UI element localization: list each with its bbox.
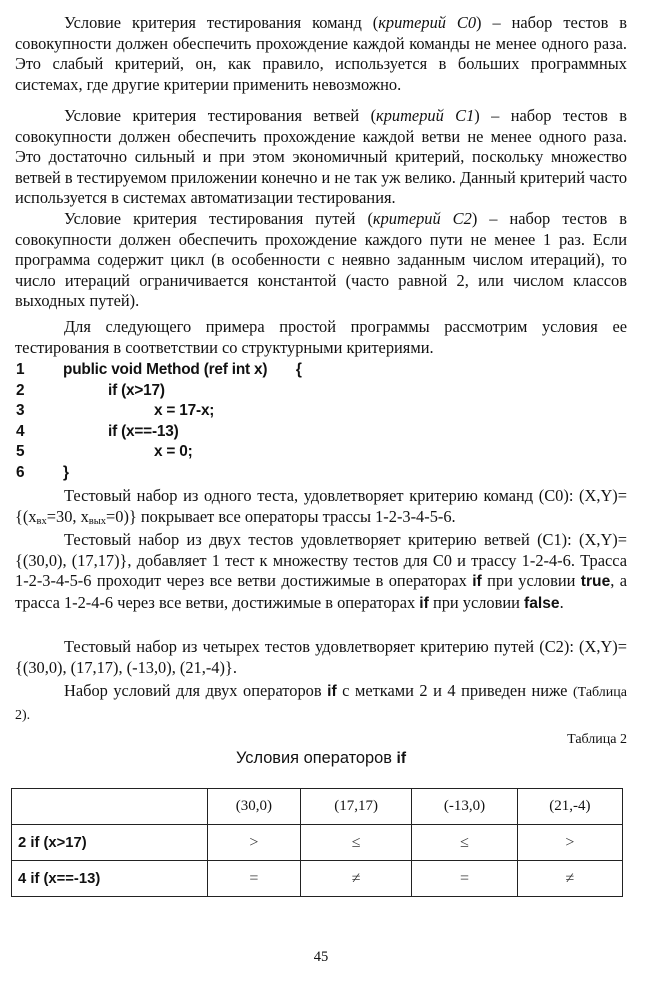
code-listing	[15, 360, 627, 484]
table-cell: ≠	[300, 861, 412, 897]
paragraph-criterion-c2: Условие критерия тестирования путей (критерий С2) – набор тестов в совокупности должен обеспечить прохождение каждого пути не менее 1 раз. Если программа содержит цикл (в особенности с неявно заданным числом итераций), то число итераций ограничивается константой (часто равной 2, или числом классов выходных путей).	[15, 209, 627, 311]
table-cell: ≤	[412, 825, 517, 861]
conditions-table	[11, 788, 623, 897]
table-header-cell: (17,17)	[300, 789, 412, 825]
table-cell: >	[517, 825, 622, 861]
code-line: 6 }	[16, 463, 69, 481]
table-cell: ≤	[300, 825, 412, 861]
paragraph-example-intro: Для следующего примера простой программы рассмотрим условия ее тестирования в соответствии со структурными критериями.	[15, 317, 627, 357]
table-cell: >	[208, 825, 301, 861]
code-line: 2 if (x>17)	[16, 381, 165, 399]
page-number: 45	[313, 949, 329, 965]
paragraph-c0-test-set: Тестовый набор из одного теста, удовлетворяет критерию команд (С0): (X,Y)={(xвх=30, xвых=0)} покрывает все операторы трассы 1-2-3-4-5-6.	[15, 486, 627, 527]
table-header-cell	[12, 789, 208, 825]
code-line: 3 x = 17-x;	[16, 402, 215, 420]
table-cell: =	[208, 861, 301, 897]
paragraph-criterion-c0: Условие критерия тестирования команд (критерий С0) – набор тестов в совокупности должен обеспечить прохождение каждой команды не менее одного раза. Это слабый критерий, он, как правило, используется в больших программных системах, где другие критерии применить невозможно.	[15, 13, 628, 94]
table-header-cell: (21,-4)	[517, 789, 622, 825]
table-cell: =	[412, 861, 517, 897]
code-line: 5 x = 0;	[16, 443, 193, 461]
table-title: Условия операторов if	[235, 749, 407, 767]
table-cell: ≠	[517, 861, 622, 897]
paragraph-table-intro: Набор условий для двух операторов if с метками 2 и 4 приведен ниже (Таблица 2).	[15, 681, 627, 723]
code-line: 1 public void Method (ref int x) {	[16, 361, 302, 378]
paragraph-c1-test-set: Тестовый набор из двух тестов удовлетворяет критерию ветвей (С1): (X,Y)={(30,0), (17,17)}, добавляет 1 тест к множеству тестов для С0 и трассу 1-2-4-6. Трасса 1-2-3-4-5-6 проходит через все ветви достижимые в операторах if при условии true, а трасса 1-2-4-6 через все ветви, достижимые в операторах if при условии false.	[15, 530, 628, 612]
table-header-cell: (-13,0)	[412, 789, 517, 825]
table-header-cell: (30,0)	[208, 789, 301, 825]
code-line: 4 if (x==-13)	[16, 422, 179, 440]
table-row	[12, 825, 623, 861]
table-row	[12, 861, 623, 897]
table-header-row	[12, 789, 623, 825]
paragraph-c2-test-set: Тестовый набор из четырех тестов удовлетворяет критерию путей (С2): (X,Y)={(30,0), (17,17), (-13,0), (21,-4)}.	[15, 637, 627, 677]
table-row-label: 4 if (x==-13)	[12, 861, 208, 897]
table-label: Таблица 2	[567, 732, 627, 747]
table-row-label: 2 if (x>17)	[12, 825, 208, 861]
paragraph-criterion-c1: Условие критерия тестирования ветвей (критерий С1) – набор тестов в совокупности должен обеспечить прохождение каждой ветви не менее одного раза. Это достаточно сильный и при этом экономичный критерий, поскольку множество ветвей в тестируемом приложении конечно и не так уж велико. Данный критерий часто используется в системах автоматизации тестирования.	[15, 106, 628, 208]
